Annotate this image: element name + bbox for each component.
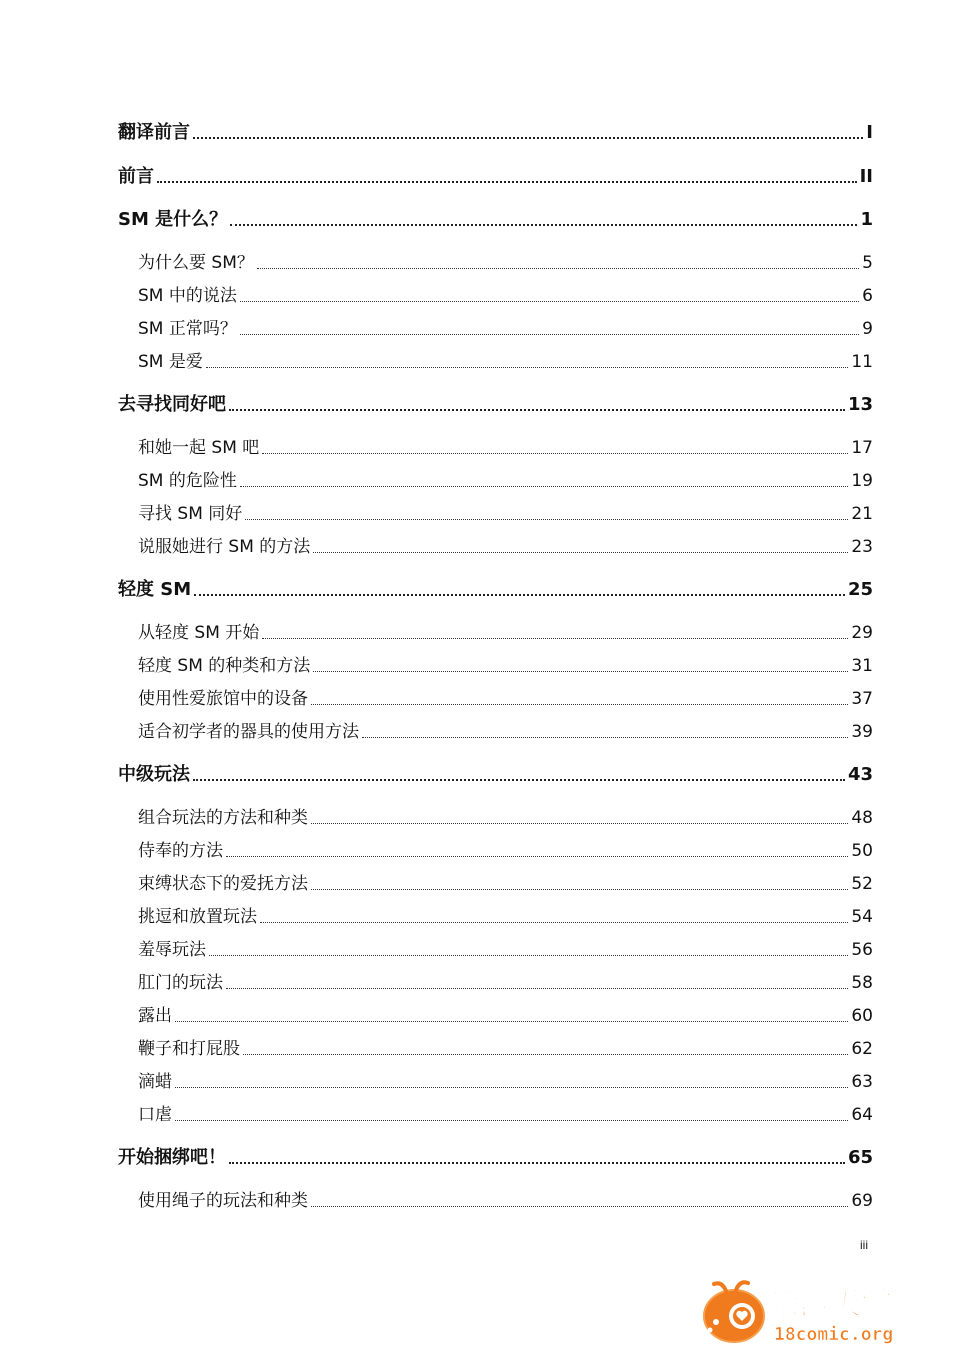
toc-entry-page: 29 (851, 623, 873, 643)
logo-url: 18comic.org (774, 1324, 894, 1345)
dot-leader (262, 453, 848, 454)
dot-leader (257, 268, 859, 269)
toc-entry-title: 使用绳子的玩法和种类 (138, 1191, 308, 1211)
toc-entry[interactable] (138, 316, 873, 342)
dot-leader (229, 409, 845, 411)
toc-entry[interactable] (138, 468, 873, 494)
dot-leader (260, 922, 848, 923)
toc-entry-title: SM 是爱 (138, 352, 203, 372)
toc-entry-page: 31 (851, 656, 873, 676)
toc-entry-title: 露出 (138, 1006, 172, 1026)
toc-entry[interactable] (138, 871, 873, 897)
dot-leader (175, 1087, 848, 1088)
toc-entry-title: 说服她进行 SM 的方法 (138, 537, 311, 557)
toc-entry[interactable] (138, 1036, 873, 1062)
toc-entry[interactable] (138, 1069, 873, 1095)
toc-entry-page: 50 (851, 841, 873, 861)
toc-entry-title: 开始捆绑吧！ (118, 1147, 226, 1168)
dot-leader (229, 1162, 845, 1164)
toc-entry[interactable] (138, 904, 873, 930)
toc-entry-page: 6 (862, 286, 873, 306)
toc-entry-page: 43 (847, 764, 873, 785)
toc-entry-page: 11 (851, 352, 873, 372)
dot-leader (230, 224, 857, 226)
toc-entry[interactable] (138, 250, 873, 276)
dot-leader (311, 823, 848, 824)
toc-entry-title: 鞭子和打屁股 (138, 1039, 240, 1059)
page-number: iii (860, 1238, 868, 1252)
toc-entry[interactable] (138, 1003, 873, 1029)
toc-entry-title: 寻找 SM 同好 (138, 504, 243, 524)
toc-entry-page: 48 (851, 808, 873, 828)
toc-entry[interactable] (138, 937, 873, 963)
dot-leader (243, 1054, 848, 1055)
toc-entry-title: 羞辱玩法 (138, 940, 206, 960)
toc-entry-title: 滴蜡 (138, 1072, 172, 1092)
logo-text: 禁漫天堂 (768, 1286, 892, 1322)
toc-entry[interactable] (138, 1102, 873, 1128)
toc-entry-page: 21 (851, 504, 873, 524)
toc-entry-page: 1 (860, 209, 873, 230)
dot-leader (311, 704, 848, 705)
toc-entry-page: I (866, 122, 873, 143)
dot-leader (226, 856, 848, 857)
dot-leader (240, 486, 848, 487)
toc-entry-title: 口虐 (138, 1105, 172, 1125)
toc-entry[interactable] (138, 349, 873, 375)
toc-entry[interactable] (138, 620, 873, 646)
toc-entry-page: 69 (851, 1191, 873, 1211)
dot-leader (245, 519, 848, 520)
dot-leader (193, 137, 863, 139)
toc-entry-page: 63 (851, 1072, 873, 1092)
toc-entry[interactable] (118, 762, 873, 788)
toc-entry-page: 54 (851, 907, 873, 927)
toc-entry-title: 为什么要 SM？ (138, 253, 254, 273)
toc-entry-page: 65 (847, 1147, 873, 1168)
mascot-logo-icon (696, 1278, 926, 1348)
toc-entry[interactable] (138, 501, 873, 527)
toc-entry[interactable] (138, 719, 873, 745)
toc-entry-title: 组合玩法的方法和种类 (138, 808, 308, 828)
toc-entry-title: SM 是什么？ (118, 209, 228, 230)
dot-leader (313, 671, 848, 672)
toc-entry[interactable] (118, 164, 873, 190)
dot-leader (262, 638, 848, 639)
toc-entry[interactable] (138, 534, 873, 560)
dot-leader (157, 181, 857, 183)
dot-leader (209, 955, 848, 956)
toc-entry[interactable] (118, 120, 873, 146)
toc-entry-title: 从轻度 SM 开始 (138, 623, 260, 643)
toc-entry-title: 肛门的玩法 (138, 973, 223, 993)
dot-leader (194, 594, 845, 596)
toc-entry-page: 56 (851, 940, 873, 960)
toc-entry[interactable] (138, 435, 873, 461)
dot-leader (206, 367, 848, 368)
toc-entry-page: 19 (851, 471, 873, 491)
dot-leader (240, 334, 859, 335)
toc-entry-page: 64 (851, 1105, 873, 1125)
dot-leader (175, 1021, 848, 1022)
toc-entry-title: SM 的危险性 (138, 471, 237, 491)
toc-entry[interactable] (138, 970, 873, 996)
toc-entry-page: II (859, 166, 873, 187)
toc-entry-page: 9 (862, 319, 873, 339)
toc-entry-title: 轻度 SM (118, 579, 192, 600)
toc-entry-page: 52 (851, 874, 873, 894)
toc-entry-title: 挑逗和放置玩法 (138, 907, 257, 927)
toc-entry[interactable] (138, 653, 873, 679)
toc-entry[interactable] (138, 1188, 873, 1214)
toc-entry-page: 58 (851, 973, 873, 993)
toc-entry-page: 62 (851, 1039, 873, 1059)
toc-entry-title: SM 中的说法 (138, 286, 237, 306)
toc-entry-page: 23 (851, 537, 873, 557)
toc-entry-page: 13 (847, 394, 873, 415)
toc-entry-title: 和她一起 SM 吧 (138, 438, 260, 458)
dot-leader (362, 737, 848, 738)
toc-entry[interactable] (118, 577, 873, 603)
toc-entry-page: 37 (851, 689, 873, 709)
toc-entry[interactable] (138, 838, 873, 864)
dot-leader (311, 889, 848, 890)
toc-entry-title: 轻度 SM 的种类和方法 (138, 656, 311, 676)
toc-entry-page: 60 (851, 1006, 873, 1026)
toc-entry-title: SM 正常吗？ (138, 319, 237, 339)
toc-entry[interactable] (138, 805, 873, 831)
toc-entry-title: 侍奉的方法 (138, 841, 223, 861)
toc-entry-page: 39 (851, 722, 873, 742)
toc-entry-page: 17 (851, 438, 873, 458)
dot-leader (226, 988, 848, 989)
dot-leader (311, 1206, 848, 1207)
toc-entry[interactable] (138, 686, 873, 712)
dot-leader (240, 301, 859, 302)
toc-entry-title: 翻译前言 (118, 122, 190, 143)
toc-entry-title: 中级玩法 (118, 764, 190, 785)
toc-entry-title: 适合初学者的器具的使用方法 (138, 722, 359, 742)
dot-leader (313, 552, 848, 553)
toc-entry-title: 去寻找同好吧 (118, 394, 226, 415)
toc-entry[interactable] (138, 283, 873, 309)
toc-entry[interactable] (118, 1145, 873, 1171)
watermark-logo (696, 1278, 926, 1348)
toc-entry-title: 使用性爱旅馆中的设备 (138, 689, 308, 709)
toc-entry[interactable] (118, 207, 873, 233)
dot-leader (175, 1120, 848, 1121)
toc-entry-title: 束缚状态下的爱抚方法 (138, 874, 308, 894)
toc-entry-title: 前言 (118, 166, 154, 187)
toc-entry[interactable] (118, 392, 873, 418)
dot-leader (193, 779, 845, 781)
toc-entry-page: 25 (847, 579, 873, 600)
toc-entry-page: 5 (862, 253, 873, 273)
